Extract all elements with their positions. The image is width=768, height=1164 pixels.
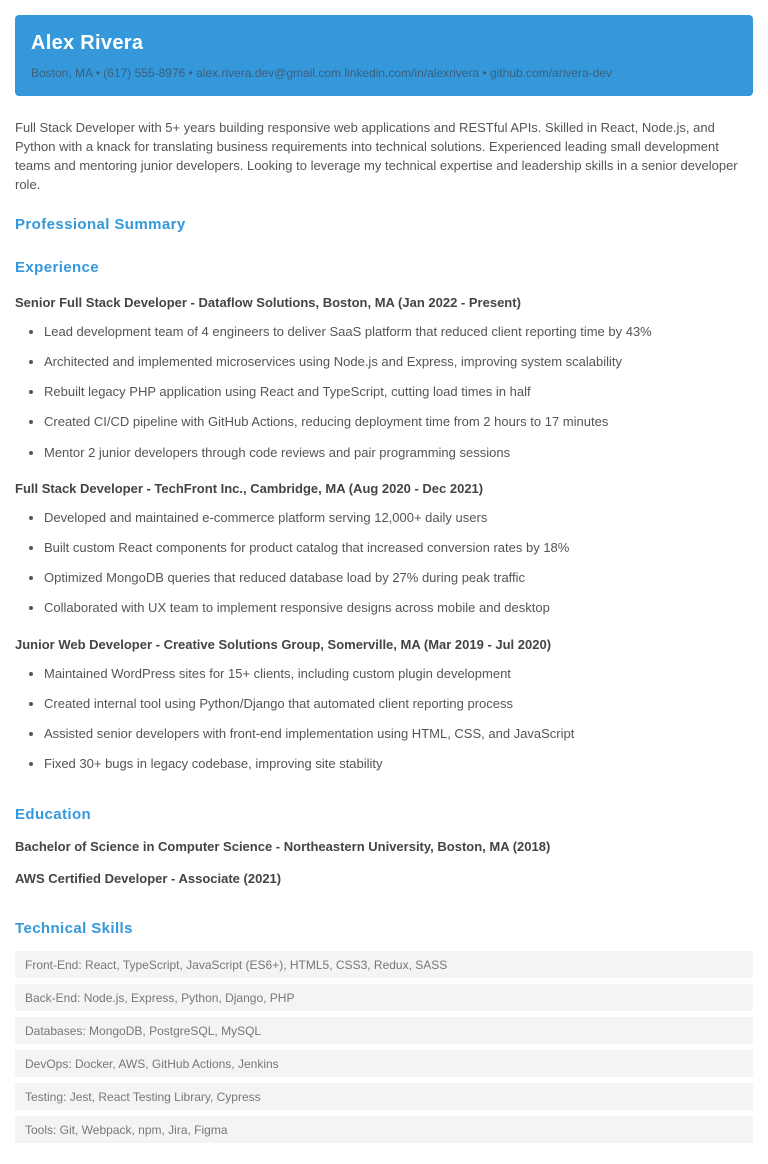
job-title: Senior Full Stack Developer - Dataflow Solutions, Boston, MA (Jan 2022 - Present) [15,294,521,310]
skill-row: Back-End: Node.js, Express, Python, Django, PHP [15,984,753,1011]
section-heading-professional-summary: Professional Summary [15,215,186,233]
job-bullet: • Mentor 2 junior developers through code reviews and pair programming sessions [44,444,753,462]
education-list [15,838,753,889]
job-title: Junior Web Developer - Creative Solutions Group, Somerville, MA (Mar 2019 - Jul 2020) [15,636,552,652]
job-bullet: • Developed and maintained e-commerce platform serving 12,000+ daily users [44,509,753,527]
section-heading-experience: Experience [15,258,100,276]
job-title: Full Stack Developer - TechFront Inc., Cambridge, MA (Aug 2020 - Dec 2021) [15,480,484,496]
job-bullet: • Optimized MongoDB queries that reduced database load by 27% during peak traffic [44,569,753,587]
resume-header [15,15,753,96]
skill-row: Tools: Git, Webpack, npm, Jira, Figma [15,1116,753,1143]
education-line: Bachelor of Science in Computer Science - Northeastern University, Boston, MA (2018) [15,839,551,855]
job-bullet: • Assisted senior developers with front-end implementation using HTML, CSS, and JavaScript [44,725,753,743]
section-heading-technical-skills: Technical Skills [15,920,133,937]
candidate-name: Alex Rivera [31,32,144,54]
experience-list [15,295,753,773]
job-bullet: • Rebuilt legacy PHP application using React and TypeScript, cutting load times in half [44,383,753,401]
job-bullets [15,323,753,462]
skills-list [15,951,753,1143]
skill-row: Front-End: React, TypeScript, JavaScript (ES6+), HTML5, CSS3, Redux, SASS [15,951,753,978]
job-bullets [15,665,753,774]
job-bullet: • Built custom React components for product catalog that increased conversion rates by 18% [44,539,753,557]
contact-info: Boston, MA • (617) 555-8976 • alex.rivera.dev@gmail.com linkedin.com/in/alexrivera • github.com/arivera-dev [31,66,613,80]
job-bullet: • Collaborated with UX team to implement responsive designs across mobile and desktop [44,599,753,617]
job-bullet: • Maintained WordPress sites for 15+ clients, including custom plugin development [44,665,753,683]
job-bullet: • Created internal tool using Python/Django that automated client reporting process [44,695,753,713]
skill-row: Databases: MongoDB, PostgreSQL, MySQL [15,1017,753,1044]
job-bullet: • Created CI/CD pipeline with GitHub Actions, reducing deployment time from 2 hours to 17 minutes [44,413,753,431]
summary-paragraph: Full Stack Developer with 5+ years building responsive web applications and RESTful APIs. Skilled in React, Node.js, and Python with a knack for translating business requirements into technical solutions. Experienced leading small development teams and mentoring junior developers. Looking to leverage my technical expertise and leadership skills in a senior developer role. [15,120,738,192]
education-line: AWS Certified Developer - Associate (2021) [15,871,282,887]
skill-row: Testing: Jest, React Testing Library, Cypress [15,1083,753,1110]
job-bullet: • Architected and implemented microservices using Node.js and Express, improving system scalability [44,353,753,371]
skill-row: DevOps: Docker, AWS, GitHub Actions, Jenkins [15,1050,753,1077]
job-bullet: • Fixed 30+ bugs in legacy codebase, improving site stability [44,755,753,773]
section-heading-education: Education [15,806,92,824]
job-bullet: • Lead development team of 4 engineers to deliver SaaS platform that reduced client reporting time by 43% [44,323,753,341]
job-bullets [15,509,753,618]
